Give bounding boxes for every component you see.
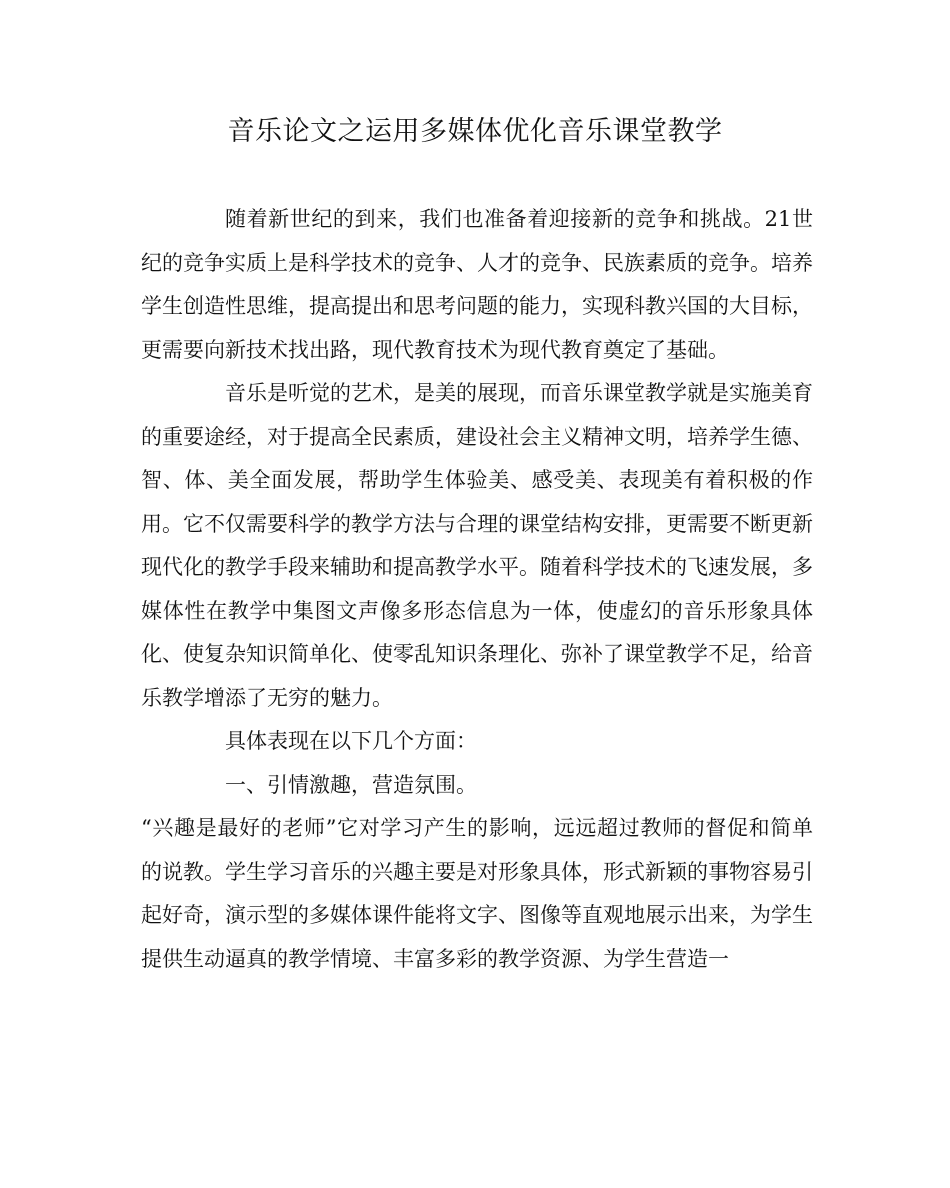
paragraph-2: 音乐是听觉的艺术，是美的展现，而音乐课堂教学就是实施美育的重要途经，对于提高全民素质，建设社会主义精神文明，培养学生德、智、体、美全面发展，帮助学生体验美、感受美、表现美有着积极的作用。它不仅需要科学的教学方法与合理的课堂结构安排，更需要不断更新现代化的教学手段来辅助和提高教学水平。随着科学技术的飞速发展，多媒体性在教学中集图文声像多形态信息为一体，使虚幻的音乐形象具体化、使复杂知识简单化、使零乱知识条理化、弥补了课堂教学不足，给音乐教学增添了无穷的魅力。: [141, 381, 813, 710]
paragraph-1: 随着新世纪的到来，我们也准备着迎接新的竞争和挑战。21世纪的竞争实质上是科学技术的竞争、人才的竞争、民族素质的竞争。培养学生创造性思维，提高提出和思考问题的能力，实现科教兴国的大目标，更需要向新技术找出路，现代教育技术为现代教育奠定了基础。: [141, 207, 813, 362]
section-heading-1: 一、引情激趣，营造氛围。: [225, 772, 477, 797]
document-body: [141, 198, 813, 981]
paragraph-3: 具体表现在以下几个方面：: [225, 729, 477, 753]
paragraph-4: “兴趣是最好的老师”它对学习产生的影响，远远超过教师的督促和简单的说教。学生学习音乐的兴趣主要是对形象具体，形式新颖的事物容易引起好奇，演示型的多媒体课件能将文字、图像等直观地展示出来，为学生提供生动逼真的教学情境、丰富多彩的教学资源、为学生营造一: [141, 816, 813, 971]
document-title: 音乐论文之运用多媒体优化音乐课堂教学: [227, 116, 723, 147]
